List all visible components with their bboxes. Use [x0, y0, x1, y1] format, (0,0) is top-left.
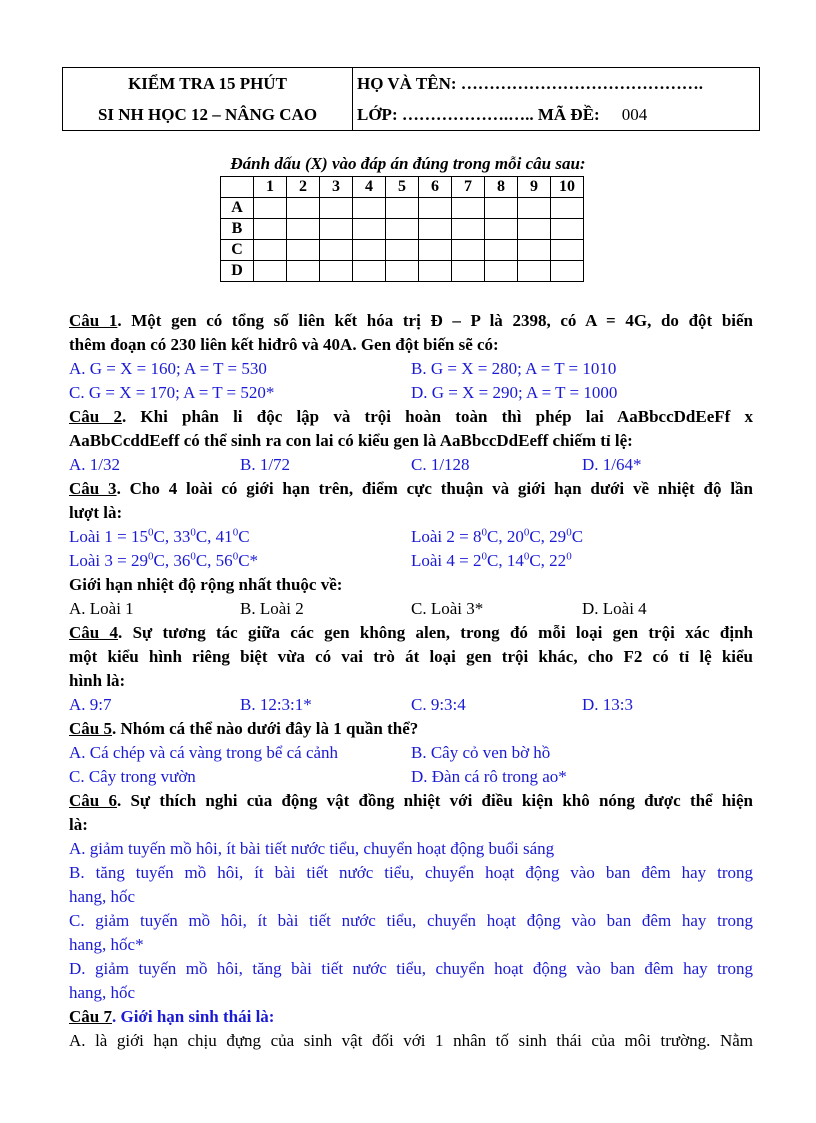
exam-title-cell [63, 68, 353, 130]
option-d: D. G = X = 290; A = T = 1000 [411, 383, 618, 402]
question-4-stem-2: một kiểu hình riêng biệt vừa có vai trò át loại gen trội khác, cho F2 có tỉ lệ kiểu [69, 647, 753, 666]
question-text: . Cho 4 loài có giới hạn trên, điểm cực thuận và giới hạn dưới về nhiệt độ lần [116, 479, 753, 498]
grid-col-6: 6 [419, 177, 452, 198]
grid-cell[interactable] [518, 240, 551, 261]
grid-cell[interactable] [320, 261, 353, 282]
question-1-options-cd [69, 381, 753, 405]
question-5-stem [69, 717, 753, 741]
grid-cell[interactable] [452, 198, 485, 219]
question-text: . Giới hạn sinh thái là: [111, 1007, 275, 1026]
question-6-option-c-cont: hang, hốc* [69, 935, 144, 954]
grid-cell[interactable] [353, 198, 386, 219]
question-7-option-a: A. là giới hạn chịu đựng của sinh vật đối với 1 nhân tố sinh thái của môi trường. Nằm [69, 1031, 753, 1050]
question-6-option-b-cont: hang, hốc [69, 887, 136, 906]
option-b: B. 1/72 [240, 455, 291, 474]
question-6-option-d: D. giảm tuyến mồ hôi, tăng bài tiết nước tiểu, chuyển hoạt động vào ban đêm hay trong [69, 959, 753, 978]
option-a: A. Cá chép và cá vàng trong bể cá cảnh [69, 743, 339, 762]
question-text: . Sự thích nghi của động vật đồng nhiệt với điều kiện khô nóng được thể hiện [116, 791, 754, 810]
class-label: LỚP: ……………….….. MÃ ĐỀ: [357, 105, 600, 124]
answer-grid [220, 176, 584, 282]
question-3-prompt: Giới hạn nhiệt độ rộng nhất thuộc về: [69, 575, 343, 594]
grid-cell[interactable] [287, 240, 320, 261]
grid-col-4: 4 [353, 177, 386, 198]
grid-cell[interactable] [485, 198, 518, 219]
question-label: Câu 4 [69, 623, 119, 642]
grid-cell[interactable] [551, 261, 584, 282]
option-d: D. 1/64* [582, 455, 642, 474]
grid-row-c [221, 240, 584, 261]
question-text: . Một gen có tổng số liên kết hóa trị Đ – P là 2398, có A = 4G, do đột biến [117, 311, 753, 330]
question-4-stem [69, 621, 753, 645]
grid-cell[interactable] [386, 240, 419, 261]
question-4-options [69, 693, 753, 717]
grid-cell[interactable] [518, 261, 551, 282]
grid-cell[interactable] [287, 198, 320, 219]
grid-row-b [221, 219, 584, 240]
option-c: C. Cây trong vườn [69, 767, 196, 786]
question-label: Câu 6 [69, 791, 117, 810]
exam-subject: SI NH HỌC 12 – NÂNG CAO [97, 105, 318, 124]
grid-cell[interactable] [485, 219, 518, 240]
option-a: A. 9:7 [69, 695, 112, 714]
species-3: Loài $3 = 29^0C$, $36^0C$, $56^0C*$ [69, 550, 259, 570]
grid-cell[interactable] [287, 219, 320, 240]
grid-col-2: 2 [287, 177, 320, 198]
grid-cell[interactable] [353, 261, 386, 282]
grid-cell[interactable] [386, 198, 419, 219]
grid-row-label: A [221, 198, 254, 219]
question-6-option-a: A. giảm tuyến mồ hôi, ít bài tiết nước tiểu, chuyển hoạt động buổi sáng [69, 839, 555, 858]
exam-code: 004 [621, 105, 648, 124]
grid-cell[interactable] [320, 198, 353, 219]
question-6-option-b: B. tăng tuyến mồ hôi, ít bài tiết nước tiểu, chuyển hoạt động vào ban đêm hay trong [69, 863, 753, 882]
question-2-stem [69, 405, 753, 429]
grid-cell[interactable] [386, 261, 419, 282]
grid-cell[interactable] [386, 219, 419, 240]
question-3-stem [69, 477, 753, 501]
option-a: A. 1/32 [69, 455, 120, 474]
grid-cell[interactable] [452, 261, 485, 282]
grid-row-label: C [221, 240, 254, 261]
species-2: Loài $2 = 8^0C$, $20^0C$, $29^0C$ [411, 526, 584, 546]
question-6-stem-2: là: [69, 815, 88, 834]
grid-col-5: 5 [386, 177, 419, 198]
option-d: D. Loài 4 [582, 599, 647, 618]
grid-row-label: D [221, 261, 254, 282]
grid-col-9: 9 [518, 177, 551, 198]
grid-cell[interactable] [353, 240, 386, 261]
grid-cell[interactable] [518, 198, 551, 219]
option-c: C. 9:3:4 [411, 695, 466, 714]
question-text: . Nhóm cá thể nào dưới đây là 1 quần thể? [111, 719, 419, 738]
question-5-options-ab [69, 741, 753, 765]
question-3-species-34 [69, 549, 753, 573]
option-b: B. Loài 2 [240, 599, 304, 618]
question-label: Câu 7 [69, 1007, 112, 1026]
question-3-options [69, 597, 753, 621]
question-text: . Khi phân li độc lập và trội hoàn toàn thì phép lai AaBbccDdEeFf x [121, 407, 754, 426]
question-label: Câu 2 [69, 407, 122, 426]
grid-cell[interactable] [452, 240, 485, 261]
grid-header-row [221, 177, 584, 198]
grid-cell[interactable] [254, 240, 287, 261]
question-2-stem-2: AaBbCcddEeff có thể sinh ra con lai có kiểu gen là AaBbccDdEeff chiếm tỉ lệ: [69, 431, 633, 450]
question-3-species-12 [69, 525, 753, 549]
question-7-stem [69, 1005, 753, 1029]
question-2-options [69, 453, 753, 477]
option-a: A. Loài 1 [69, 599, 134, 618]
grid-cell[interactable] [485, 261, 518, 282]
question-6-option-c: C. giảm tuyến mồ hôi, ít bài tiết nước tiểu, chuyển hoạt động vào ban đêm hay trong [69, 911, 753, 930]
grid-cell[interactable] [452, 219, 485, 240]
class-field [357, 99, 759, 130]
grid-cell[interactable] [287, 261, 320, 282]
option-b: B. G = X = 280; A = T = 1010 [411, 359, 617, 378]
grid-cell[interactable] [551, 219, 584, 240]
question-4-stem-3: hình là: [69, 671, 126, 690]
grid-cell[interactable] [518, 219, 551, 240]
species-4: Loài $4 = 2^0C$, $14^0C$, $22^0$ [411, 550, 572, 570]
question-5-options-cd [69, 765, 753, 789]
exam-title: KIỂM TRA 15 PHÚT [128, 74, 287, 93]
option-d: D. 13:3 [582, 695, 633, 714]
question-label: Câu 3 [69, 479, 117, 498]
question-6-option-d-cont: hang, hốc [69, 983, 136, 1002]
exam-header [62, 67, 760, 131]
grid-col-10: 10 [551, 177, 584, 198]
grid-cell[interactable] [254, 219, 287, 240]
grid-cell[interactable] [419, 219, 452, 240]
option-c: C. 1/128 [411, 455, 470, 474]
question-1-stem [69, 309, 753, 333]
grid-row-d [221, 261, 584, 282]
grid-col-7: 7 [452, 177, 485, 198]
grid-cell[interactable] [419, 198, 452, 219]
grid-cell[interactable] [353, 219, 386, 240]
grid-col-8: 8 [485, 177, 518, 198]
question-3-stem-2: lượt là: [69, 503, 123, 522]
grid-cell[interactable] [551, 240, 584, 261]
grid-cell[interactable] [320, 240, 353, 261]
question-label: Câu 5 [69, 719, 112, 738]
grid-cell[interactable] [254, 198, 287, 219]
question-label: Câu 1 [69, 311, 118, 330]
grid-corner [221, 177, 254, 198]
grid-cell[interactable] [419, 261, 452, 282]
grid-cell[interactable] [419, 240, 452, 261]
grid-row-a [221, 198, 584, 219]
grid-row-label: B [221, 219, 254, 240]
option-b: B. Cây cỏ ven bờ hồ [411, 743, 551, 762]
student-info-cell [353, 68, 759, 130]
option-b: B. 12:3:1* [240, 695, 312, 714]
grid-col-3: 3 [320, 177, 353, 198]
grid-col-1: 1 [254, 177, 287, 198]
option-a: A. G = X = 160; A = T = 530 [69, 359, 267, 378]
questions [69, 309, 753, 1053]
option-d: D. Đàn cá rô trong ao* [411, 767, 567, 786]
grid-cell[interactable] [254, 261, 287, 282]
grid-cell[interactable] [485, 240, 518, 261]
question-6-stem [69, 789, 753, 813]
option-c: C. Loài 3* [411, 599, 484, 618]
question-1-stem-2: thêm đoạn có 230 liên kết hiđrô và 40A. Gen đột biến sẽ có: [69, 335, 499, 354]
name-field: HỌ VÀ TÊN: ……………………………………. [357, 74, 704, 93]
option-c: C. G = X = 170; A = T = 520* [69, 383, 275, 402]
question-1-options-ab [69, 357, 753, 381]
grid-cell[interactable] [320, 219, 353, 240]
species-1: Loài $1 = 15^0C$, $33^0C$, $41^0C$ [69, 526, 250, 546]
grid-cell[interactable] [551, 198, 584, 219]
instruction: Đánh dấu (X) vào đáp án đúng trong mỗi câu sau: [230, 154, 586, 173]
question-text: . Sự tương tác giữa các gen không alen, trong đó mỗi loại gen trội xác định [118, 623, 754, 642]
